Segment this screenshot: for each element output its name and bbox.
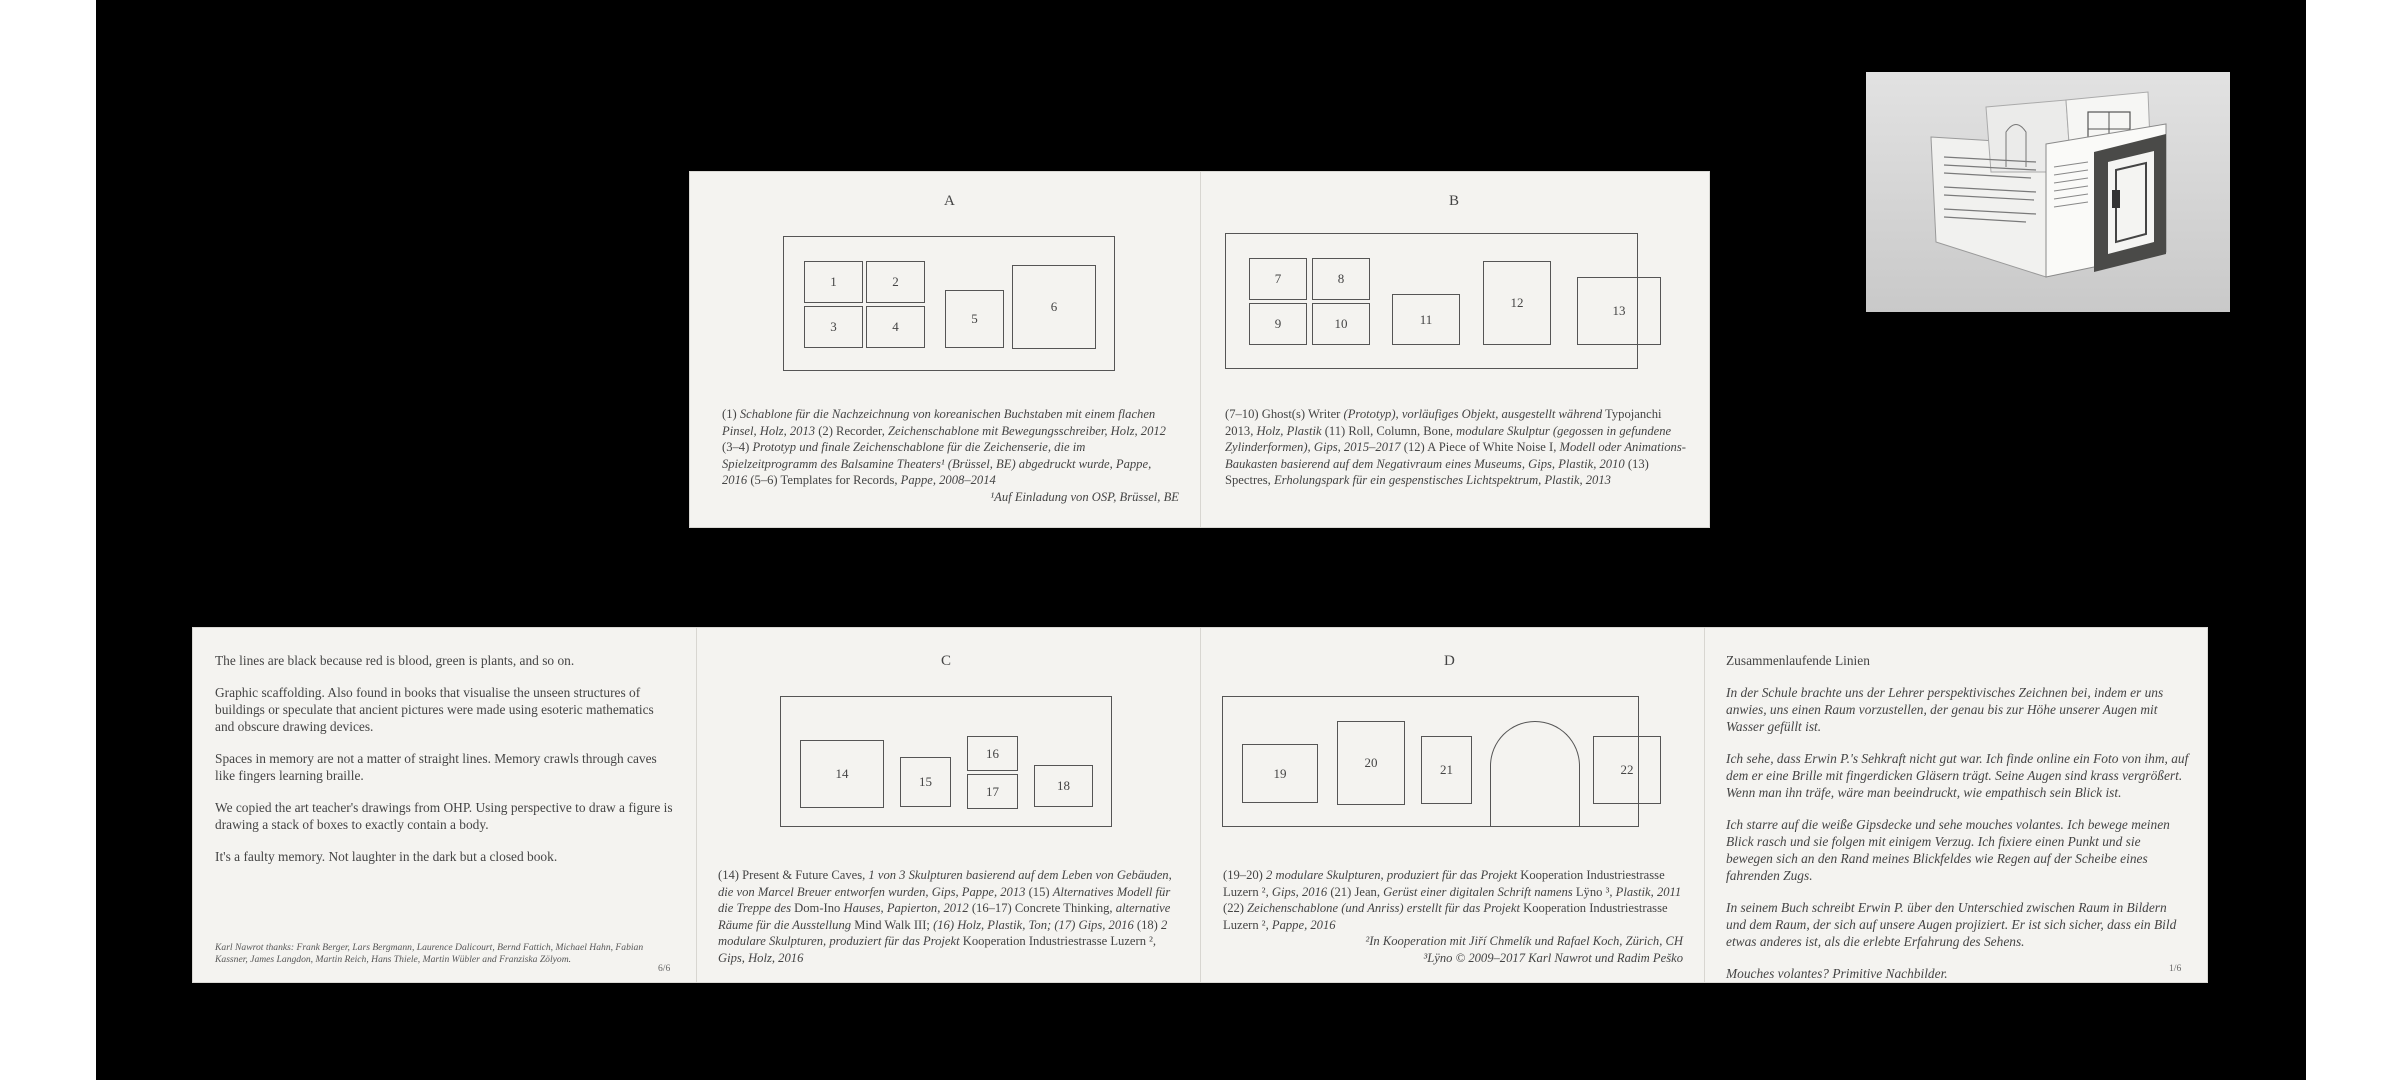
diagram-box: 22 [1593,736,1661,804]
paragraph: We copied the art teacher's drawings from OHP. Using perspective to draw a figure is drawing a stack of boxes to exactly contain a body. [215,800,673,832]
diagram-box: 15 [900,757,951,807]
page-number: 6/6 [658,963,671,974]
diagram-box: 6 [1012,265,1096,349]
footnote: ¹Auf Einladung von OSP, Brüssel, BE [990,489,1179,504]
paragraph: Mouches volantes? Primitive Nachbilder. [1726,966,1948,981]
diagram-box: 11 [1392,294,1460,345]
diagram-box: 4 [866,306,925,348]
paragraph: In der Schule brachte uns der Lehrer perspektivisches Zeichnen bei, indem er uns anwies, uns einen Raum vorzustellen, der genau bis zur Höhe unserer Augen mit Wasser gefüllt ist. [1726,685,2164,734]
paragraph: In seinem Buch schreibt Erwin P. über den Unterschied zwischen Raum in Bildern und dem Raum, der sich auf unsere Augen projiziert. Er ist sich sicher, dass ein Bild etwas anderes ist, als die erlebte Erfahrung des Sehens. [1726,900,2177,949]
diagram-box: 3 [804,306,863,348]
panel-letter-d: D [1444,653,1455,669]
paragraph: It's a faulty memory. Not laughter in the dark but a closed book. [215,849,558,864]
spread-c-d [192,627,2208,983]
fold-line [696,627,697,983]
fold-line [1200,627,1201,983]
arch-shape [1490,721,1580,827]
caption-d: (19–20) 2 modulare Skulpturen, produziert für das Projekt Kooperation Industriestrasse Luzern ², Gips, 2016 (21) Jean, Gerüst einer digitalen Schrift namens Lÿno ³, Plastik, 2011 (22) Zeichenschablone (und Anriss) erstellt für das Projekt Kooperation Industriestrasse Luzern ², Pappe, 2016 ²In Kooperation mit Jiří Chmelík und Rafael Koch, Zürich, CH ³Lÿno © 2009–2017 Karl Nawrot und Radim Peško [1223,868,1683,965]
footnote: ³Lÿno © 2009–2017 Karl Nawrot und Radim Peško [1423,950,1683,965]
prose-left [215,652,675,880]
page-number: 1/6 [2169,963,2182,974]
prose-right [1726,652,2190,997]
footnote: ²In Kooperation mit Jiří Chmelík und Rafael Koch, Zürich, CH [1365,934,1683,948]
panel-letter-a: A [944,193,955,209]
diagram-box: 20 [1337,721,1405,805]
booklet-photo [1866,72,2230,312]
caption-c: (14) Present & Future Caves, 1 von 3 Skulpturen basierend auf dem Leben von Gebäuden, die von Marcel Breuer entworfen wurden, Gips, Pappe, 2013 (15) Alternatives Modell für die Treppe des Dom-Ino Hauses, Papierton, 2012 (16–17) Concrete Thinking, alternative Räume für die Ausstellung Mind Walk III; (16) Holz, Plastik, Ton; (17) Gips, 2016 (18) 2 modulare Skulpturen, produziert für das Projekt Kooperation Industriestrasse Luzern ², Gips, Holz, 2016 [718,868,1172,965]
folded-booklet-illustration [1866,72,2230,312]
paragraph: Ich starre auf die weiße Gipsdecke und sehe mouches volantes. Ich bewege meinen Blick rasch und sie folgen mit einigem Verzug. Ich fixiere einen Punkt und sie bewegen sich an den Rand meines Blickfeldes wie Regen auf der Scheibe eines fahrenden Zugs. [1726,817,2170,883]
diagram-frame-a [783,236,1115,371]
caption-a: (1) Schablone für die Nachzeichnung von koreanischen Buchstaben mit einem flachen Pinsel, Holz, 2013 (2) Recorder, Zeichenschablone mit Bewegungsschreiber, Holz, 2012 (3–4) Prototyp und finale Zeichenschablone für die Zeichenserie, die im Spielzeitprogramm des Balsamine Theaters¹ (Brüssel, BE) abgedruckt wurde, Pappe, 2016 (5–6) Templates for Records, Pappe, 2008–2014 ¹Auf Einladung von OSP, Brüssel, BE [722,407,1179,504]
section-title: Zusammenlaufende Linien [1726,653,1870,668]
diagram-box: 10 [1312,303,1370,345]
diagram-box: 2 [866,261,925,303]
panel-letter-c: C [941,653,952,669]
caption-b: (7–10) Ghost(s) Writer (Prototyp), vorläufiges Objekt, ausgestellt während Typojanchi 2013, Holz, Plastik (11) Roll, Column, Bone, modulare Skulptur (gegossen in gefundene Zylinderformen), Gips, 2015–2017 (12) A Piece of White Noise I, Modell oder Animations-Baukasten basierend auf dem Negativraum eines Museums, Gips, Plastik, 2010 (13) Spectres, Erholungspark für ein gespenstisches Lichtspektrum, Plastik, 2013 [1225,407,1686,487]
paragraph: Graphic scaffolding. Also found in books that visualise the unseen structures of buildings or speculate that ancient pictures were made using esoteric mathematics and obscure drawing devices. [215,685,654,734]
diagram-box: 16 [967,736,1018,771]
diagram-box: 19 [1242,744,1318,803]
diagram-frame-c [780,696,1112,827]
diagram-box: 7 [1249,258,1307,300]
diagram-frame-d [1222,696,1639,827]
paragraph: The lines are black because red is blood, green is plants, and so on. [215,653,575,668]
paragraph: Spaces in memory are not a matter of straight lines. Memory crawls through caves like fingers learning braille. [215,751,657,783]
diagram-box: 21 [1421,736,1472,804]
fold-line [1200,171,1201,528]
diagram-box: 17 [967,774,1018,809]
diagram-box: 1 [804,261,863,303]
spread-a-b [689,171,1710,528]
diagram-box: 14 [800,740,884,808]
panel-letter-b: B [1449,193,1460,209]
fold-line [1704,627,1705,983]
diagram-box: 8 [1312,258,1370,300]
diagram-box: 13 [1577,277,1661,345]
thanks-text: Karl Nawrot thanks: Frank Berger, Lars Bergmann, Laurence Dalicourt, Bernd Fattich, Michael Hahn, Fabian Kassner, James Langdon, Martin Reich, Hans Thiele, Martin Wübler and Franziska Zölyom. [215,942,644,965]
diagram-box: 9 [1249,303,1307,345]
diagram-box: 18 [1034,765,1093,807]
diagram-frame-b [1225,233,1638,369]
paragraph: Ich sehe, dass Erwin P.'s Sehkraft nicht gut war. Ich finde online ein Foto von ihm, auf dem er eine Brille mit fingerdicken Gläsern trägt. Seine Augen sind krass vergrößert. Wenn man ihn träfe, wäre man beeindruckt, wie empathisch sein Blick ist. [1726,751,2189,800]
diagram-box: 5 [945,290,1004,348]
diagram-box: 12 [1483,261,1551,345]
